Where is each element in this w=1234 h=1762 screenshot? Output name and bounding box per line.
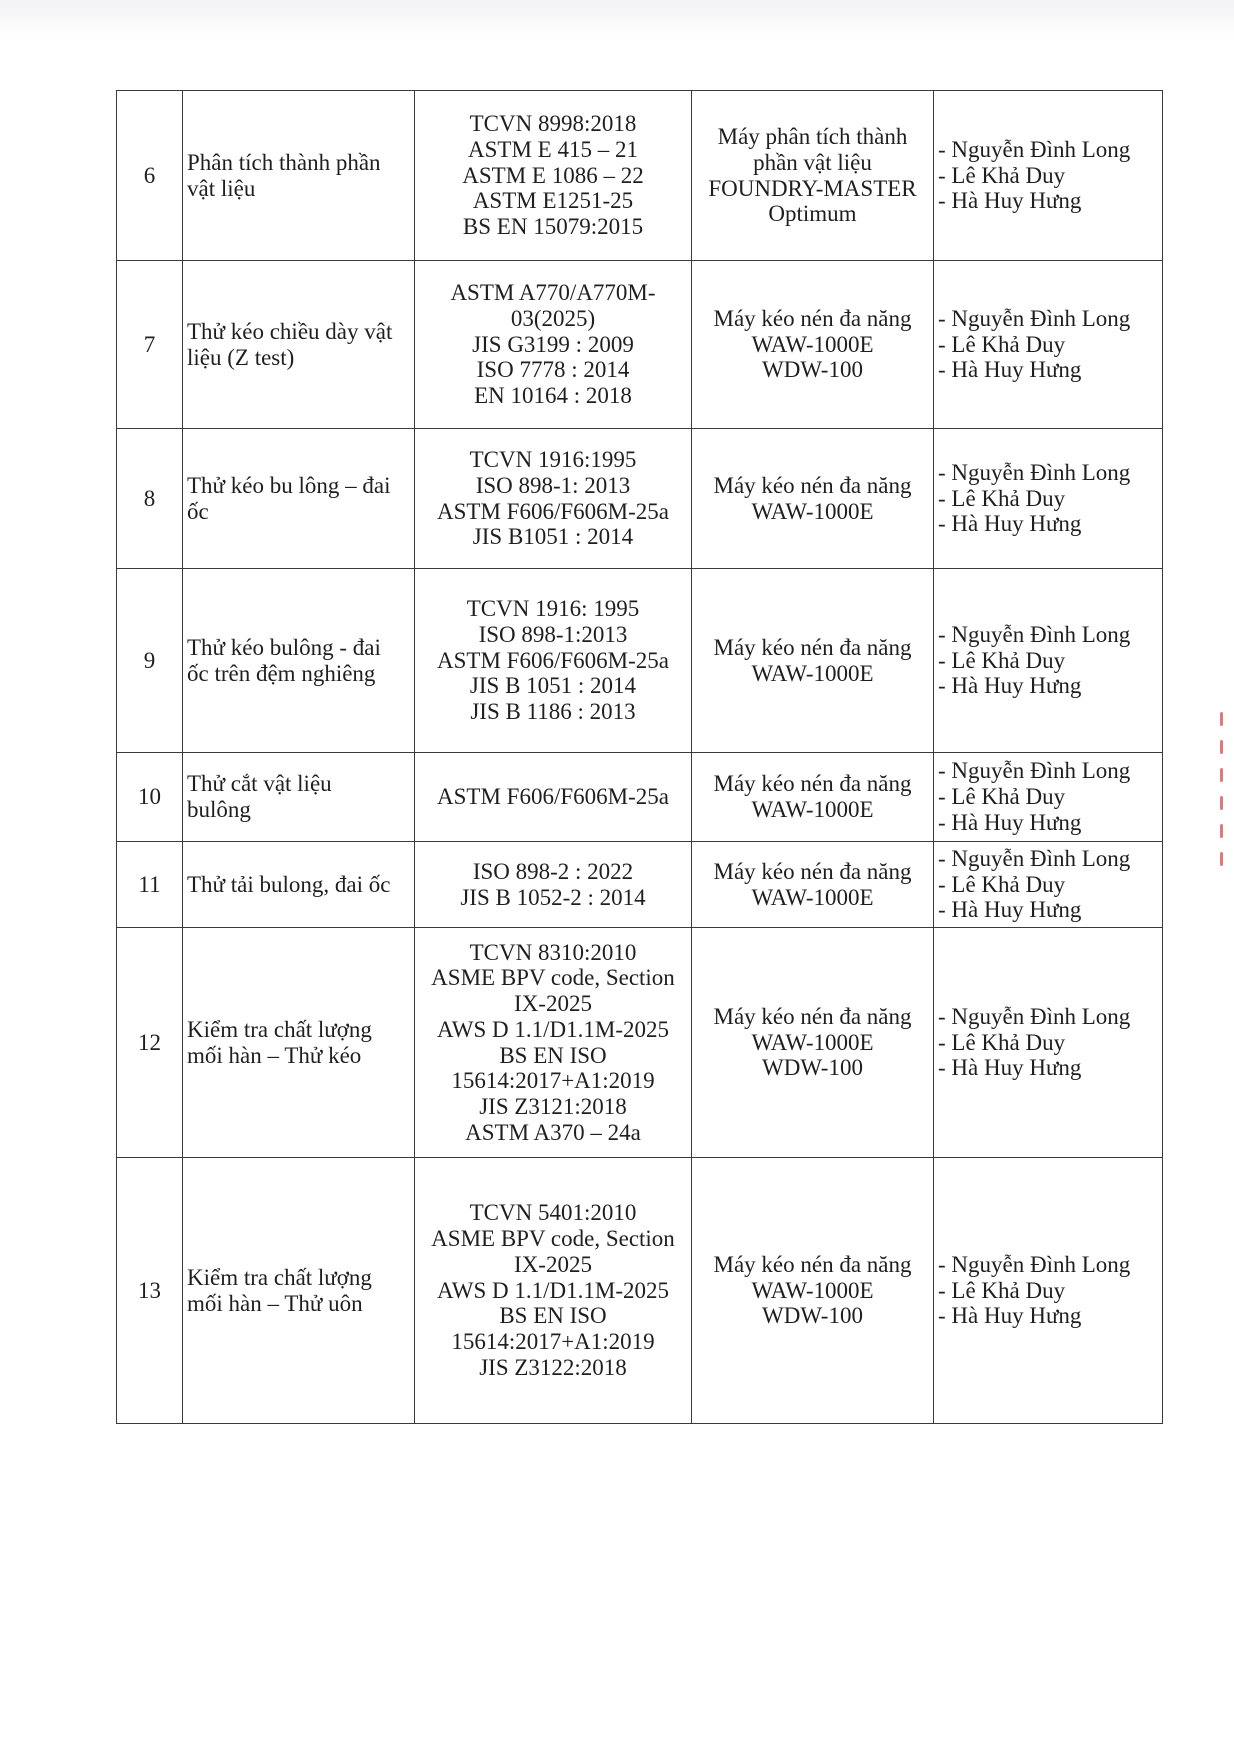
standards-cell-line: 03(2025) xyxy=(510,305,596,331)
staff-cell xyxy=(934,569,1163,753)
staff-cell xyxy=(934,429,1163,569)
staff-cell xyxy=(934,261,1163,429)
staff-cell xyxy=(934,842,1163,928)
row-number: 8 xyxy=(117,429,183,569)
equipment-cell-lines xyxy=(696,473,929,525)
equipment-cell-line: Máy kéo nén đa năng xyxy=(713,1251,912,1277)
equipment-cell xyxy=(692,753,934,842)
equipment-cell-line: WDW-100 xyxy=(762,1055,863,1081)
standards-cell-lines xyxy=(419,280,687,409)
standards-cell xyxy=(415,91,692,261)
table-row xyxy=(117,91,1163,261)
test-name-lines xyxy=(187,635,410,687)
standards-cell-line: TCVN 5401:2010 xyxy=(469,1200,637,1226)
equipment-cell-line: Máy kéo nén đa năng xyxy=(713,771,912,797)
equipment-cell-line: Máy kéo nén đa năng xyxy=(713,305,912,331)
test-name-lines xyxy=(187,771,410,823)
staff-cell xyxy=(934,91,1163,261)
staff-cell xyxy=(934,753,1163,842)
test-name xyxy=(183,842,415,928)
staff-cell-line: - Nguyễn Đình Long xyxy=(938,1003,1131,1029)
standards-cell-line: JIS G3199 : 2009 xyxy=(472,331,634,357)
table-row xyxy=(117,1158,1163,1424)
test-name-line: Thử kéo bulông - đai xyxy=(187,634,381,660)
test-name-line: bulông xyxy=(187,797,251,822)
staff-cell-line: - Nguyễn Đình Long xyxy=(938,845,1131,871)
staff-cell xyxy=(934,1158,1163,1424)
test-name xyxy=(183,1158,415,1424)
test-name-line: ốc trên đệm nghiêng xyxy=(187,660,376,686)
test-name-lines xyxy=(187,872,410,898)
staff-cell-lines xyxy=(938,846,1158,923)
standards-cell-line: ASME BPV code, Section xyxy=(431,1226,675,1252)
equipment-cell-line: WAW-1000E xyxy=(751,1277,874,1303)
test-name-lines xyxy=(187,150,410,202)
equipment-cell-lines xyxy=(696,635,929,687)
table-row xyxy=(117,753,1163,842)
test-name-lines xyxy=(187,1017,410,1069)
standards-cell-line: BS EN ISO xyxy=(499,1303,607,1329)
standards-cell-line: BS EN 15079:2015 xyxy=(462,214,644,240)
standards-cell-lines xyxy=(419,596,687,725)
staff-cell-line: - Lê Khả Duy xyxy=(938,784,1066,810)
test-name-line: liệu (Z test) xyxy=(187,344,295,370)
staff-cell-line: - Nguyễn Đình Long xyxy=(938,758,1131,784)
equipment-cell-lines xyxy=(696,124,929,227)
test-name xyxy=(183,928,415,1158)
standards-cell xyxy=(415,928,692,1158)
equipment-cell-line: WAW-1000E xyxy=(751,660,874,686)
equipment-cell-lines xyxy=(696,771,929,823)
staff-cell-line: - Hà Huy Hưng xyxy=(938,188,1082,214)
test-method-table xyxy=(116,90,1163,1424)
staff-cell-line: - Hà Huy Hưng xyxy=(938,897,1082,923)
test-name xyxy=(183,753,415,842)
equipment-cell-line: Máy kéo nén đa năng xyxy=(713,858,912,884)
standards-cell-line: EN 10164 : 2018 xyxy=(474,383,632,409)
staff-cell-lines xyxy=(938,1252,1158,1329)
standards-cell xyxy=(415,261,692,429)
staff-cell-line: - Lê Khả Duy xyxy=(938,647,1066,673)
equipment-cell-line: WAW-1000E xyxy=(751,498,874,524)
test-name-line: Thử cắt vật liệu xyxy=(187,771,332,797)
standards-cell-line: 15614:2017+A1:2019 xyxy=(451,1329,655,1355)
row-number: 12 xyxy=(117,928,183,1158)
table-row xyxy=(117,429,1163,569)
standards-cell-line: TCVN 8998:2018 xyxy=(469,111,637,137)
staff-cell-line: - Lê Khả Duy xyxy=(938,331,1066,357)
staff-cell-line: - Hà Huy Hưng xyxy=(938,1055,1082,1081)
test-name-line: ốc xyxy=(187,498,209,524)
standards-cell xyxy=(415,1158,692,1424)
staff-cell-lines xyxy=(938,306,1158,383)
equipment-cell xyxy=(692,842,934,928)
standards-cell-lines xyxy=(419,1200,687,1380)
staff-cell-line: - Hà Huy Hưng xyxy=(938,809,1082,835)
row-number: 10 xyxy=(117,753,183,842)
staff-cell-line: - Lê Khả Duy xyxy=(938,871,1066,897)
standards-cell-line: ASTM E1251-25 xyxy=(472,188,634,214)
test-name-lines xyxy=(187,473,410,525)
equipment-cell xyxy=(692,261,934,429)
staff-cell-line: - Nguyễn Đình Long xyxy=(938,1251,1131,1277)
row-number: 6 xyxy=(117,91,183,261)
staff-cell-line: - Nguyễn Đình Long xyxy=(938,459,1131,485)
staff-cell-lines xyxy=(938,758,1158,835)
test-name xyxy=(183,91,415,261)
test-name-line: mối hàn – Thử kéo xyxy=(187,1042,362,1068)
test-name-line: Thử tải bulong, đai ốc xyxy=(187,871,391,897)
standards-cell xyxy=(415,842,692,928)
equipment-cell-lines xyxy=(696,1004,929,1081)
test-name-line: Kiểm tra chất lượng xyxy=(187,1016,372,1042)
staff-cell-line: - Nguyễn Đình Long xyxy=(938,136,1131,162)
standards-cell-line: ASTM E 415 – 21 xyxy=(468,136,638,162)
test-name-line: mối hàn – Thử uôn xyxy=(187,1290,363,1316)
staff-cell-line: - Nguyễn Đình Long xyxy=(938,305,1131,331)
staff-cell-line: - Lê Khả Duy xyxy=(938,1277,1066,1303)
red-stamp-edge xyxy=(1214,712,1228,922)
staff-cell-line: - Lê Khả Duy xyxy=(938,1029,1066,1055)
staff-cell-lines xyxy=(938,1004,1158,1081)
table-row xyxy=(117,569,1163,753)
standards-cell-line: TCVN 1916: 1995 xyxy=(466,596,640,622)
standards-cell-line: ISO 898-2 : 2022 xyxy=(472,858,634,884)
standards-cell-line: BS EN ISO xyxy=(499,1042,607,1068)
standards-cell xyxy=(415,569,692,753)
equipment-cell xyxy=(692,928,934,1158)
test-name-lines xyxy=(187,1265,410,1317)
test-name xyxy=(183,429,415,569)
equipment-cell-line: phần vật liệu xyxy=(753,149,872,175)
standards-cell-line: AWS D 1.1/D1.1M-2025 xyxy=(437,1277,669,1303)
test-name-lines xyxy=(187,319,410,371)
equipment-cell-line: WAW-1000E xyxy=(751,1029,874,1055)
equipment-cell-line: WAW-1000E xyxy=(751,331,874,357)
equipment-cell xyxy=(692,91,934,261)
standards-cell-lines xyxy=(419,111,687,240)
test-name-line: Kiểm tra chất lượng xyxy=(187,1264,372,1290)
standards-cell-line: IX-2025 xyxy=(514,1251,592,1277)
equipment-cell-line: WDW-100 xyxy=(762,1303,863,1329)
equipment-cell-line: Optimum xyxy=(768,201,857,227)
equipment-cell-line: WAW-1000E xyxy=(751,884,874,910)
standards-cell-line: JIS Z3121:2018 xyxy=(479,1094,627,1119)
row-number: 13 xyxy=(117,1158,183,1424)
standards-cell-line: AWS D 1.1/D1.1M-2025 xyxy=(437,1016,669,1042)
test-name-line: Thử kéo chiều dày vật xyxy=(187,318,393,344)
standards-cell-line: ASTM A770/A770M- xyxy=(450,280,656,306)
table-body xyxy=(117,91,1163,1424)
staff-cell-line: - Hà Huy Hưng xyxy=(938,357,1082,383)
standards-cell-line: ASTM F606/F606M-25a xyxy=(437,647,669,673)
standards-cell-line: IX-2025 xyxy=(514,991,592,1016)
standards-cell-line: ASTM E 1086 – 22 xyxy=(462,162,644,188)
staff-cell-lines xyxy=(938,137,1158,214)
standards-cell-line: TCVN 8310:2010 xyxy=(469,939,637,965)
standards-cell-line: ASTM F606/F606M-25a xyxy=(437,784,669,810)
equipment-cell-line: WAW-1000E xyxy=(751,797,874,822)
standards-cell-lines xyxy=(419,447,687,550)
staff-cell-line: - Hà Huy Hưng xyxy=(938,511,1082,537)
equipment-cell-line: WDW-100 xyxy=(762,357,863,383)
table-row xyxy=(117,261,1163,429)
equipment-cell-lines xyxy=(696,859,929,911)
test-name xyxy=(183,569,415,753)
row-number: 7 xyxy=(117,261,183,429)
staff-cell-lines xyxy=(938,460,1158,537)
staff-cell xyxy=(934,928,1163,1158)
table-row xyxy=(117,842,1163,928)
scan-shadow xyxy=(0,0,1234,40)
staff-cell-line: - Hà Huy Hưng xyxy=(938,1303,1082,1329)
standards-cell-line: ASTM A370 – 24a xyxy=(465,1119,641,1145)
equipment-cell xyxy=(692,569,934,753)
standards-cell-line: TCVN 1916:1995 xyxy=(469,447,637,472)
equipment-cell xyxy=(692,429,934,569)
standards-cell xyxy=(415,753,692,842)
equipment-cell-line: Máy phân tích thành xyxy=(717,124,908,149)
equipment-cell xyxy=(692,1158,934,1424)
standards-cell-lines xyxy=(419,859,687,911)
standards-cell-lines xyxy=(419,940,687,1146)
row-number: 9 xyxy=(117,569,183,753)
standards-cell-line: JIS B 1186 : 2013 xyxy=(470,699,636,725)
test-name-line: Thử kéo bu lông – đai xyxy=(187,472,391,498)
staff-cell-line: - Lê Khả Duy xyxy=(938,485,1066,511)
equipment-cell-line: Máy kéo nén đa năng xyxy=(713,472,912,498)
test-name-line: vật liệu xyxy=(187,175,256,201)
staff-cell-lines xyxy=(938,622,1158,699)
table-row xyxy=(117,928,1163,1158)
equipment-cell-line: FOUNDRY-MASTER xyxy=(708,175,917,201)
standards-cell-line: ISO 7778 : 2014 xyxy=(476,357,630,383)
standards-cell-line: JIS B1051 : 2014 xyxy=(472,524,634,550)
staff-cell-line: - Nguyễn Đình Long xyxy=(938,621,1131,647)
standards-cell xyxy=(415,429,692,569)
equipment-cell-lines xyxy=(696,306,929,383)
standards-cell-line: ASME BPV code, Section xyxy=(431,965,675,991)
row-number: 11 xyxy=(117,842,183,928)
standards-cell-line: JIS Z3122:2018 xyxy=(479,1354,627,1380)
equipment-cell-lines xyxy=(696,1252,929,1329)
staff-cell-line: - Lê Khả Duy xyxy=(938,162,1066,188)
standards-cell-line: JIS B 1051 : 2014 xyxy=(469,673,637,699)
standards-cell-lines xyxy=(419,784,687,810)
standards-cell-line: ASTM F606/F606M-25a xyxy=(437,498,669,524)
standards-cell-line: ISO 898-1:2013 xyxy=(478,621,628,647)
staff-cell-line: - Hà Huy Hưng xyxy=(938,673,1082,699)
test-name xyxy=(183,261,415,429)
test-name-line: Phân tích thành phần xyxy=(187,149,381,175)
standards-cell-line: 15614:2017+A1:2019 xyxy=(451,1068,655,1094)
equipment-cell-line: Máy kéo nén đa năng xyxy=(713,634,912,660)
standards-cell-line: ISO 898-1: 2013 xyxy=(475,472,631,498)
standards-cell-line: JIS B 1052-2 : 2014 xyxy=(460,884,646,910)
equipment-cell-line: Máy kéo nén đa năng xyxy=(713,1003,912,1029)
